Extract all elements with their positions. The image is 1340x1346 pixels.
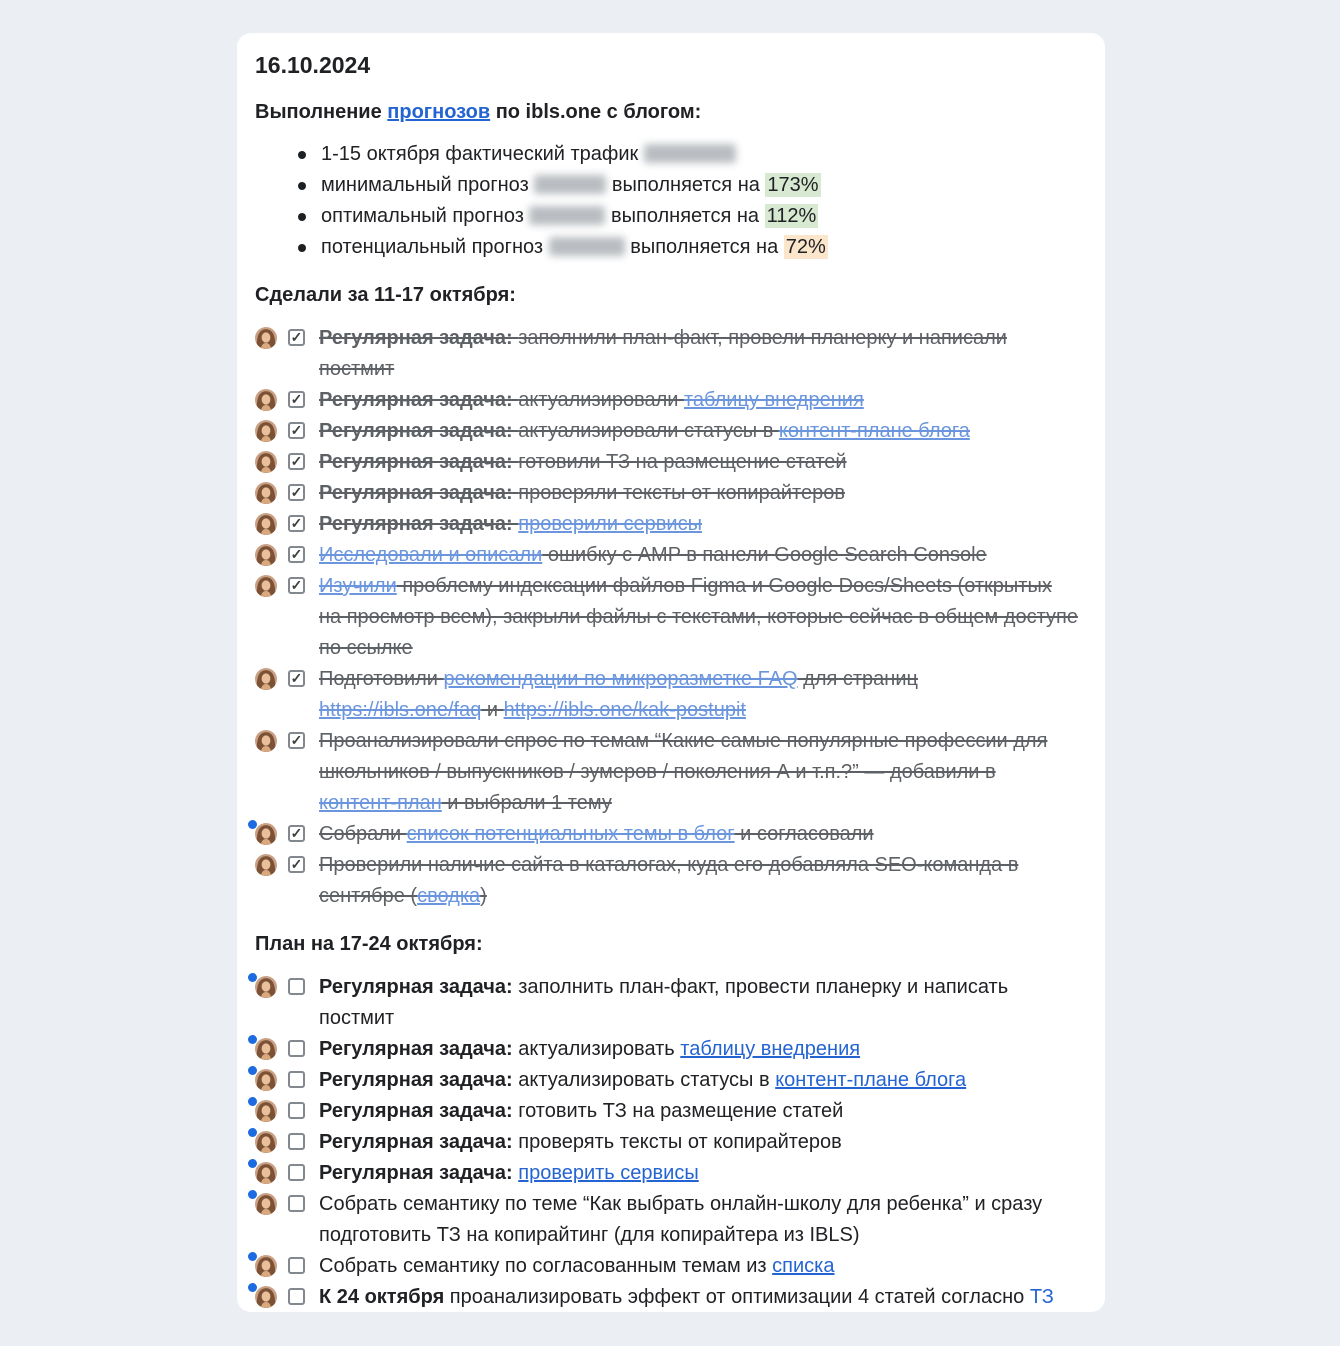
- avatar-image: [255, 1193, 277, 1215]
- plan-section-title: План на 17-24 октября:: [255, 933, 483, 955]
- checkbox-checked[interactable]: ✓: [288, 484, 305, 501]
- notification-dot: [248, 1066, 257, 1075]
- inline-link[interactable]: https://ibls.one/faq: [319, 699, 482, 721]
- inline-link[interactable]: https://ibls.one/kak-postupit: [503, 699, 746, 721]
- done-list: [255, 323, 1089, 912]
- text-segment: Регулярная задача:: [319, 1162, 519, 1184]
- redacted-value: [529, 206, 605, 225]
- avatar-image: [255, 854, 277, 876]
- assignee-avatar: [255, 1193, 277, 1215]
- assignee-avatar: [255, 1100, 277, 1122]
- text-segment: Регулярная задача:: [319, 1100, 519, 1122]
- task-row: [255, 726, 1089, 819]
- text-segment: Собрать семантику по теме “Как выбрать онлайн-школу для ребенка” и сразу подготовить ТЗ на копирайтинг (для копирайтера из IBLS): [319, 1193, 1043, 1246]
- text-segment: Регулярная задача:: [319, 420, 519, 442]
- checkbox-checked[interactable]: ✓: [288, 453, 305, 470]
- notification-dot: [248, 973, 257, 982]
- task-row: [255, 540, 1089, 571]
- forecast-list: [255, 139, 1089, 263]
- notification-dot: [248, 1128, 257, 1137]
- checkbox-checked[interactable]: ✓: [288, 391, 305, 408]
- done-section-title: Сделали за 11-17 октября:: [255, 284, 516, 306]
- checkbox-checked[interactable]: ✓: [288, 825, 305, 842]
- notification-dot: [248, 1190, 257, 1199]
- text-segment: 1-15 октября фактический трафик: [321, 143, 644, 165]
- assignee-avatar: [255, 1038, 277, 1060]
- text-segment: проанализировать эффект от оптимизации 4 статей согласно: [444, 1286, 1030, 1308]
- forecast-item: [255, 139, 1089, 170]
- inline-link[interactable]: Исследовали и описали: [319, 544, 543, 566]
- task-row: [255, 1065, 1089, 1096]
- task-row: [255, 850, 1089, 912]
- forecast-item: [255, 201, 1089, 232]
- avatar-image: [255, 420, 277, 442]
- avatar-image: [255, 513, 277, 535]
- inline-link[interactable]: проверили сервисы: [518, 513, 702, 535]
- assignee-avatar: [255, 451, 277, 473]
- avatar-image: [255, 823, 277, 845]
- task-text: [319, 1189, 1079, 1251]
- task-row: [255, 1282, 1089, 1312]
- text-segment: Регулярная задача:: [319, 389, 519, 411]
- assignee-avatar: [255, 327, 277, 349]
- checkbox-checked[interactable]: ✓: [288, 732, 305, 749]
- assignee-avatar: [255, 1286, 277, 1308]
- checkbox-unchecked[interactable]: [288, 1195, 305, 1212]
- checkbox-unchecked[interactable]: [288, 1040, 305, 1057]
- task-text: [319, 1251, 1079, 1282]
- text-segment: К 24 октября: [319, 1286, 445, 1308]
- task-text: [319, 664, 1079, 726]
- document-card: [237, 33, 1105, 1312]
- assignee-avatar: [255, 1069, 277, 1091]
- avatar-image: [255, 1286, 277, 1308]
- assignee-avatar: [255, 668, 277, 690]
- checkbox-unchecked[interactable]: [288, 1257, 305, 1274]
- text-segment: оптимальный прогноз: [321, 205, 530, 227]
- task-row: [255, 509, 1089, 540]
- text-segment: Проверили наличие сайта в каталогах, куда его добавляла SEO-команда в сентябре (: [319, 854, 1019, 907]
- text-segment: актуализировать: [518, 1038, 681, 1060]
- inline-link[interactable]: контент-плане блога: [775, 1069, 967, 1091]
- task-text: [319, 540, 1079, 571]
- text-segment: актуализировать статусы в: [518, 1069, 776, 1091]
- checkbox-unchecked[interactable]: [288, 978, 305, 995]
- text-segment: и: [481, 699, 504, 721]
- text-segment: ): [480, 885, 487, 907]
- inline-link[interactable]: таблицу внедрения: [680, 1038, 861, 1060]
- inline-link[interactable]: сводка: [417, 885, 481, 907]
- redacted-value: [644, 144, 736, 163]
- text-segment: и согласовали: [734, 823, 874, 845]
- task-row: [255, 1189, 1089, 1251]
- assignee-avatar: [255, 976, 277, 998]
- avatar-image: [255, 1131, 277, 1153]
- text-segment: Подготовили: [319, 668, 444, 690]
- assignee-avatar: [255, 1162, 277, 1184]
- assignee-avatar: [255, 854, 277, 876]
- highlighted-percentage: 173%: [767, 174, 819, 196]
- task-text: [319, 1282, 1079, 1312]
- highlighted-percentage: 112%: [766, 205, 817, 227]
- avatar-image: [255, 1162, 277, 1184]
- assignee-avatar: [255, 513, 277, 535]
- task-row: [255, 323, 1089, 385]
- assignee-avatar: [255, 1255, 277, 1277]
- avatar-image: [255, 668, 277, 690]
- checkbox-unchecked[interactable]: [288, 1133, 305, 1150]
- notification-dot: [248, 1035, 257, 1044]
- inline-link[interactable]: контент-план: [319, 792, 442, 814]
- checkbox-checked[interactable]: ✓: [288, 577, 305, 594]
- avatar-image: [255, 976, 277, 998]
- checkbox-checked[interactable]: ✓: [288, 856, 305, 873]
- task-row: [255, 819, 1089, 850]
- task-text: [319, 416, 1079, 447]
- inline-link[interactable]: проверить сервисы: [518, 1162, 699, 1184]
- notification-dot: [248, 1252, 257, 1261]
- checkbox-unchecked[interactable]: [288, 1164, 305, 1181]
- task-text: [319, 571, 1079, 664]
- task-row: [255, 1034, 1089, 1065]
- task-text: [319, 726, 1079, 819]
- task-row: [255, 972, 1089, 1034]
- task-row: [255, 1251, 1089, 1282]
- text-segment: Проанализировали спрос по темам “Какие самые популярные профессии для школьников / выпускников / зумеров / поколения А и т.п.?” — добавили в: [319, 730, 1048, 783]
- notification-dot: [248, 1159, 257, 1168]
- task-text: [319, 819, 1079, 850]
- checkbox-unchecked[interactable]: [288, 1071, 305, 1088]
- task-text: [319, 1065, 1079, 1096]
- text-segment: выполняется на: [605, 205, 765, 227]
- forecast-item: [255, 170, 1089, 201]
- checkbox-checked[interactable]: ✓: [288, 329, 305, 346]
- avatar-image: [255, 389, 277, 411]
- checkbox-checked[interactable]: ✓: [288, 670, 305, 687]
- avatar-image: [255, 730, 277, 752]
- task-text: [319, 385, 1079, 416]
- assignee-avatar: [255, 420, 277, 442]
- checkbox-unchecked[interactable]: [288, 1102, 305, 1119]
- task-text: [319, 1096, 1079, 1127]
- highlighted-percentage: 72%: [785, 236, 826, 258]
- task-row: [255, 478, 1089, 509]
- text-segment: проблему индексации файлов Figma и Google Docs/Sheets (открытых на просмотр всем), закрыли файлы с текстами, которые сейчас в общем доступе по ссылке: [319, 575, 1078, 659]
- avatar-image: [255, 451, 277, 473]
- assignee-avatar: [255, 730, 277, 752]
- task-row: [255, 447, 1089, 478]
- avatar-image: [255, 1038, 277, 1060]
- inline-link[interactable]: рекомендации по микроразметке FAQ: [443, 668, 798, 690]
- text-segment: Собрать семантику по согласованным темам из: [319, 1255, 773, 1277]
- text-segment: актуализировали статусы в: [518, 420, 779, 442]
- inline-link[interactable]: список потенциальных темы в блог: [406, 823, 735, 845]
- task-text: [319, 1127, 1079, 1158]
- task-row: [255, 1096, 1089, 1127]
- checkbox-checked[interactable]: ✓: [288, 422, 305, 439]
- forecast-title: [255, 99, 1089, 125]
- text-segment: для страниц: [797, 668, 918, 690]
- plan-list: [255, 972, 1089, 1312]
- notification-dot: [248, 1283, 257, 1292]
- assignee-avatar: [255, 544, 277, 566]
- avatar-image: [255, 575, 277, 597]
- inline-link[interactable]: контент-плане блога: [778, 420, 970, 442]
- text-segment: проверять тексты от копирайтеров: [518, 1131, 842, 1153]
- task-text: [319, 850, 1079, 912]
- inline-link[interactable]: таблицу внедрения: [683, 389, 864, 411]
- task-row: [255, 385, 1089, 416]
- avatar-image: [255, 1255, 277, 1277]
- avatar-image: [255, 1069, 277, 1091]
- checkbox-unchecked[interactable]: [288, 1288, 305, 1305]
- text-segment: минимальный прогноз: [321, 174, 535, 196]
- task-row: [255, 1158, 1089, 1189]
- text-segment: заполнили план-факт, провели планерку и написали постмит: [319, 327, 1007, 380]
- text-segment: Регулярная задача:: [319, 1069, 519, 1091]
- checkbox-checked[interactable]: ✓: [288, 515, 305, 532]
- task-text: [319, 1034, 1079, 1065]
- checkbox-checked[interactable]: ✓: [288, 546, 305, 563]
- notification-dot: [248, 820, 257, 829]
- text-segment: по ibls.one с блогом:: [490, 101, 702, 123]
- inline-link[interactable]: ТЗ: [1029, 1286, 1054, 1308]
- assignee-avatar: [255, 482, 277, 504]
- assignee-avatar: [255, 389, 277, 411]
- text-segment: Регулярная задача:: [319, 327, 519, 349]
- redacted-value: [549, 237, 625, 256]
- notification-dot: [248, 1097, 257, 1106]
- inline-link[interactable]: прогнозов: [387, 101, 491, 123]
- assignee-avatar: [255, 575, 277, 597]
- inline-link[interactable]: Изучили: [319, 575, 397, 597]
- text-segment: Регулярная задача:: [319, 482, 519, 504]
- text-segment: Регулярная задача:: [319, 451, 519, 473]
- text-segment: Регулярная задача:: [319, 1038, 519, 1060]
- text-segment: проверяли тексты от копирайтеров: [518, 482, 845, 504]
- text-segment: выполняется на: [624, 236, 784, 258]
- task-text: [319, 972, 1079, 1034]
- task-row: [255, 571, 1089, 664]
- text-segment: потенциальный прогноз: [321, 236, 549, 258]
- assignee-avatar: [255, 1131, 277, 1153]
- inline-link[interactable]: списка: [772, 1255, 835, 1277]
- task-row: [255, 664, 1089, 726]
- text-segment: Выполнение: [255, 101, 388, 123]
- task-text: [319, 323, 1079, 385]
- text-segment: заполнить план-факт, провести планерку и написать постмит: [319, 976, 1009, 1029]
- text-segment: и выбрали 1 тему: [441, 792, 612, 814]
- text-segment: Собрали: [319, 823, 407, 845]
- forecast-item: [255, 232, 1089, 263]
- text-segment: готовили ТЗ на размещение статей: [518, 451, 847, 473]
- task-row: [255, 1127, 1089, 1158]
- task-text: [319, 509, 1079, 540]
- assignee-avatar: [255, 823, 277, 845]
- text-segment: ошибку с AMP в панели Google Search Console: [542, 544, 987, 566]
- task-row: [255, 416, 1089, 447]
- date-heading: 16.10.2024: [255, 52, 371, 78]
- text-segment: готовить ТЗ на размещение статей: [518, 1100, 844, 1122]
- avatar-image: [255, 1100, 277, 1122]
- text-segment: Регулярная задача:: [319, 1131, 519, 1153]
- avatar-image: [255, 482, 277, 504]
- task-text: [319, 447, 1079, 478]
- text-segment: Регулярная задача:: [319, 976, 519, 998]
- task-text: [319, 1158, 1079, 1189]
- avatar-image: [255, 544, 277, 566]
- redacted-value: [534, 175, 606, 194]
- avatar-image: [255, 327, 277, 349]
- text-segment: актуализировали: [518, 389, 684, 411]
- text-segment: Регулярная задача:: [319, 513, 519, 535]
- task-text: [319, 478, 1079, 509]
- text-segment: выполняется на: [606, 174, 766, 196]
